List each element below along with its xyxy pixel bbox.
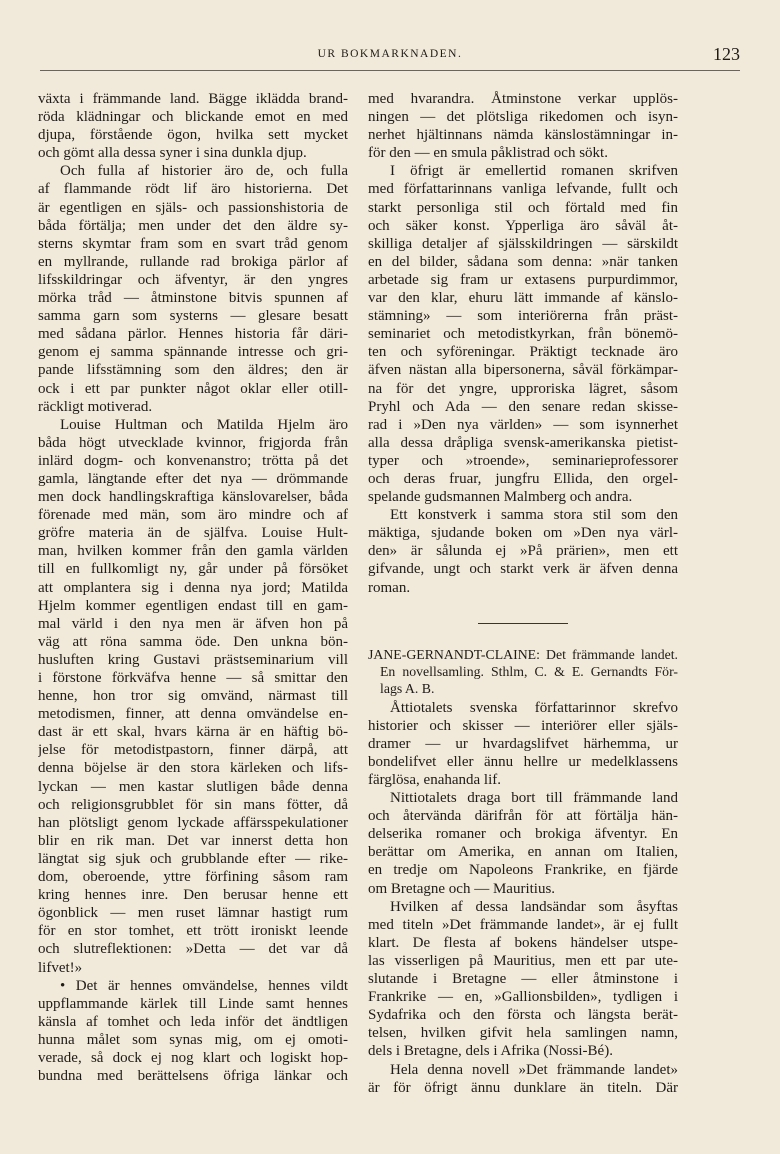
text-line: uppflammande kärlek till Linde samt hennes: [38, 995, 348, 1012]
running-head-title: UR BOKMARKNADEN.: [317, 48, 463, 60]
text-line: ögonblick — men ruset lämnar hastigt rum: [38, 905, 348, 922]
text-line: Sydafrika och den första och längsta berät-: [368, 1007, 678, 1024]
text-line: Och fulla af historier äro de, och fulla: [60, 163, 348, 180]
text-line: och slutreflektionen: »Detta — det var då: [38, 941, 348, 958]
page-number: 123: [713, 44, 740, 64]
text-line: en myllrande, rullande rad brokiga pärlor af: [38, 253, 348, 270]
text-line: En novellsamling. Sthlm, C. & E. Gernandts För-: [380, 663, 678, 679]
text-line: • Det är hennes omvändelse, hennes vildt: [60, 977, 348, 994]
text-line: pande lifsstämning som den äldres; den är: [38, 362, 348, 379]
text-line: blir en rik man. Det var innerst detta hon: [38, 832, 348, 849]
text-line: starkt personliga stil och förtald med fin: [368, 199, 678, 216]
running-head: [40, 44, 740, 71]
text-line: samma garn som systerns — glesare besatt: [38, 308, 348, 325]
text-line: rad i »Den nya världen» — som isynnerhet: [368, 416, 678, 433]
text-line: Pryhl och Ada — den senare redan skisse-: [368, 398, 678, 415]
text-line: gifvande, ungt och starkt verk är äfven denna: [368, 561, 678, 578]
text-line: men dock handlingskraftiga känslovarelser, båda: [38, 489, 348, 506]
text-line: skilliga detaljer af själsskildringen — särskildt: [368, 235, 678, 252]
text-line: las visserligen på Mauritius, men ett par ute-: [368, 952, 678, 969]
text-line: båda förtälja; men under det den äldre sy-: [38, 217, 348, 234]
text-line: seminariet och metodistkyrkan, från bönemö-: [368, 326, 678, 343]
text-line: var den klar, ehuru lätt immande af känslo-: [368, 290, 678, 307]
text-line: henne, hon tror sig omvänd, närmast till: [38, 688, 348, 705]
text-line: och religionsgrubblet för sin mans fötter, då: [38, 796, 348, 813]
text-line: Hjelm kommer egentligen endast till en gam-: [38, 597, 348, 614]
text-line: stämning» — som interiörerna från präst-: [368, 308, 678, 325]
text-line: mäktiga, sjudande boken om »Den nya värl-: [368, 525, 678, 542]
text-line: Hvilken af dessa landsändar som åsyftas: [390, 898, 678, 915]
text-line: lifvet!»: [38, 959, 83, 976]
text-line: denna böjelse är den stora kärleken och lifs-: [38, 760, 348, 777]
text-line: känsla af tomhet och leda inför det ändtligen: [38, 1013, 348, 1030]
text-line: inlärd dogm- och konvenanstro; trötta på det: [38, 452, 348, 469]
text-line: kring hennes inre. Den berusar henne ett: [38, 887, 348, 904]
text-line: den» är sålunda ej »På prärien», men ett: [368, 543, 678, 560]
text-line: roman.: [368, 579, 411, 596]
text-line: är för öfrigt ännu dunklare än titeln. Där: [368, 1079, 678, 1096]
text-line: Louise Hultman och Matilda Hjelm äro: [60, 416, 348, 433]
text-line: till en fullkomligt ny, går under på försöket: [38, 561, 348, 578]
text-line: djupa, förstående ögon, hvilka sett mycket: [38, 127, 348, 144]
text-line: räckligt motiverad.: [38, 398, 153, 415]
text-line: telsen, hvilken gifvit hela samlingen namn,: [368, 1025, 678, 1042]
text-line: förenade med män, som äro mindre och af: [38, 507, 348, 524]
text-line: Nittiotalets draga bort till främmande land: [390, 790, 678, 807]
text-line: slutande i Bretagne — eller åtminstone i: [368, 971, 678, 988]
text-line: mal värld i den nya men är äfven hon på: [38, 615, 348, 632]
text-line: gamla, längtande efter det nya — drömmande: [38, 470, 348, 487]
text-line: berättar om Amerika, en annan om Italien,: [368, 844, 678, 861]
text-line: dom, oberoende, yttre förfining såsom ram: [38, 869, 348, 886]
text-line: och deras fruar, jungfru Ellida, den orgel-: [368, 470, 678, 487]
text-line: historier och skisser — interiörer eller själs-: [368, 717, 678, 734]
text-line: lags A. B.: [380, 680, 435, 696]
text-line: af flammande rödt lif äro historierna. Det: [38, 181, 348, 198]
review-heading: [368, 646, 678, 697]
text-line: längtat sig sjuk och grubblande efter — rike-: [38, 850, 348, 867]
text-line: typer och »troende», seminarieprofessorer: [368, 452, 678, 469]
text-line: att omplantera sig i denna nya jord; Matilda: [38, 579, 348, 596]
text-line: lyckan — men kastar slutligen både denna: [38, 778, 348, 795]
text-line: dramer — ur hvardagslifvet härhemma, ur: [368, 735, 678, 752]
text-line: en del bilder, sådana som denna: »när tanken: [368, 253, 678, 270]
text-line: ningen — det plötsliga rikedomen och isyn-: [368, 109, 678, 126]
section-divider: [478, 623, 568, 624]
text-line: na för det yngre, upproriska lägret, såsom: [368, 380, 678, 397]
text-line: i förstone förkväfva henne — så smittar den: [38, 670, 348, 686]
text-line: ock i ett par punkter något oklar eller otill-: [38, 380, 348, 397]
text-line: mörka tråd — åtminstone bitvis spunnen af: [38, 290, 348, 307]
text-line: verade, så dock ej nog klart och logiskt hop-: [38, 1049, 348, 1066]
right-column: [368, 90, 678, 1097]
text-line: och säker konst. Ypperliga äro såväl åt-: [368, 217, 678, 234]
text-line: han plötsligt genom lyckade affärsspekulationer: [38, 814, 348, 831]
text-line: för den — en smula påklistrad och sökt.: [368, 145, 608, 162]
text-line: väg att röna samma öde. Den unkna bön-: [38, 633, 348, 650]
text-line: JANE-GERNANDT-CLAINE: Det främmande landet.: [368, 646, 678, 662]
left-column: [38, 90, 348, 1085]
text-line: med sådana pärlor. Hennes historia får däri-: [38, 326, 348, 343]
text-line: arbetade sig fram ur extasens purpurdimmor,: [368, 271, 678, 288]
text-line: Hela denna novell »Det främmande landet»: [390, 1061, 678, 1078]
text-line: dels i Bretagne, dels i Afrika (Nossi-Bé).: [368, 1043, 613, 1060]
text-line: I öfrigt är emellertid romanen skrifven: [390, 163, 678, 180]
text-line: en tredje om Napoleons Frankrike, en fjärde: [368, 862, 678, 879]
text-line: delserika romaner och brokiga äfventyr. En: [368, 826, 678, 843]
text-line: bondelifvet eller ännu hellre ur medelklassens: [368, 753, 678, 770]
text-line: gröfre materia än de själfva. Louise Hult-: [38, 525, 348, 542]
text-line: jelse för metodistpastorn, finner därpå, att: [38, 742, 348, 759]
text-line: och återvända därifrån för att förtälja hän-: [368, 808, 678, 825]
text-line: alla dessa dråpliga svensk-amerikanska pietist-: [368, 434, 678, 451]
text-line: sterns skymtar fram som en svart tråd genom: [38, 235, 348, 252]
text-line: hunna målet som synas mig, om ej omoti-: [38, 1031, 348, 1048]
review-body: [368, 699, 678, 1097]
text-line: dast är ett skal, hvars kärna är en häftig bö-: [38, 724, 348, 741]
text-line: är egentligen en själs- och passionshistoria de: [38, 199, 348, 216]
text-line: om Bretagne och — Mauritius.: [368, 880, 556, 897]
text-line: bundna med berättelsens öfriga länkar och: [38, 1068, 348, 1085]
text-line: färglösa, enahanda lif.: [368, 772, 502, 788]
text-line: med titeln »Det främmande landet», är ej fullt: [368, 916, 678, 933]
text-line: med hvarandra. Åtminstone verkar upplös-: [368, 91, 678, 107]
text-line: ten och syföreningar. Präktigt tecknade äro: [368, 344, 678, 361]
text-line: metodismen, finner, att denna omvändelse en-: [38, 706, 348, 723]
text-line: man, hvilken kommer från den gamla världen: [38, 543, 348, 560]
review-continuation: [368, 90, 678, 597]
text-line: spelande gudsmannen Malmberg och andra.: [368, 489, 633, 506]
text-line: Åttiotalets svenska författarinnor skrefvo: [390, 699, 678, 716]
text-line: klart. De flesta af bokens händelser utspe-: [368, 934, 678, 951]
text-line: och gömt alla dessa syner i sina dunkla djup.: [38, 145, 307, 162]
text-line: för en stor tomhet, ett trött ironiskt leende: [38, 923, 348, 940]
text-line: äfven nästan alla bipersonerna, såväl förkämpar-: [368, 362, 678, 379]
text-line: växta i främmande land. Bägge iklädda brand-: [38, 91, 348, 107]
text-line: Ett konstverk i samma stora stil som den: [390, 507, 678, 524]
text-line: båda högt utvecklade kvinnor, frigjorda från: [38, 434, 348, 451]
text-line: lifsskildringar och äfventyr, är den yngres: [38, 271, 348, 288]
text-line: Frankrike — en, »Gallionsbilden», tydligen i: [368, 989, 678, 1006]
text-line: med författarinnans vanliga lefvande, fullt och: [368, 181, 678, 198]
text-line: nerhet hjältinnans nämda känslostämningar in-: [368, 127, 678, 144]
text-line: röda klädningar och blickande emot en med: [38, 109, 348, 126]
text-line: husluften kring Gustavi prästseminarium vill: [38, 651, 348, 668]
text-line: genom ej samma spännande intresse och gri-: [38, 344, 348, 361]
